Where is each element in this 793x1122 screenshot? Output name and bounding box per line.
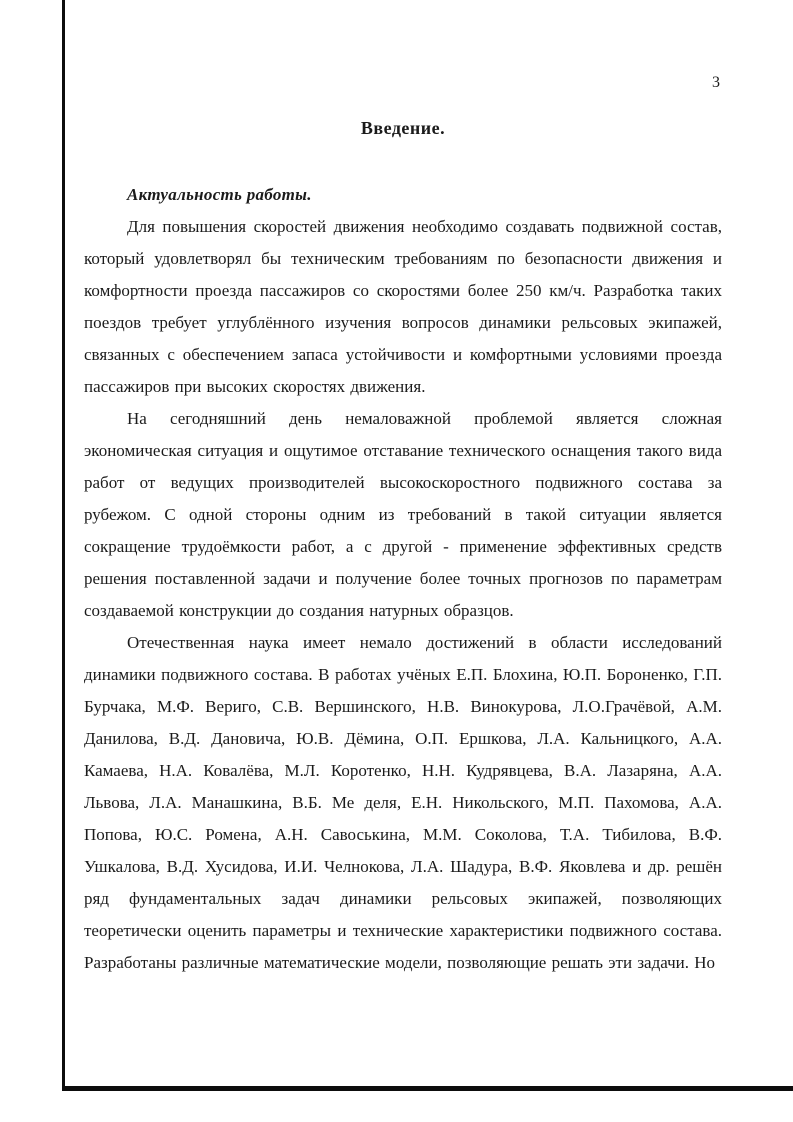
page-number: 3 [712, 74, 720, 91]
paragraph: На сегодняшний день немаловажной проблемой является сложная экономическая ситуация и ощутимое отставание технического оснащения такого вида работ от ведущих производителей высокоскоростного подвижного состава за рубежом. С одной стороны одним из требований в такой ситуации является сокращение трудоёмкости работ, а с другой - применение эффективных средств решения поставленной задачи и получение более точных прогнозов по параметрам создаваемой конструкции до создания натурных образцов. [84, 409, 722, 620]
paragraph: Для повышения скоростей движения необходимо создавать подвижной состав, который удовлетворял бы техническим требованиям по безопасности движения и комфортности проезда пассажиров со скоростями более 250 км/ч. Разработка таких поездов требует углублённого изучения вопросов динамики рельсовых экипажей, связанных с обеспечением запаса устойчивости и комфортными условиями проезда пассажиров при высоких скоростях движения. [84, 217, 722, 396]
section-heading: Актуальность работы. [127, 185, 312, 204]
scanned-page [84, 0, 722, 979]
paragraph: Отечественная наука имеет немало достижений в области исследований динамики подвижного состава. В работах учёных Е.П. Блохина, Ю.П. Бороненко, Г.П. Бурчака, М.Ф. Вериго, С.В. Вершинского, Н.В. Винокурова, Л.О.Грачёвой, А.М. Данилова, В.Д. Дановича, Ю.В. Дёмина, О.П. Ершкова, Л.А. Кальницкого, А.А. Камаева, Н.А. Ковалёва, М.Л. Коротенко, Н.Н. Кудрявцева, В.А. Лазаряна, А.А. Львова, Л.А. Манашкина, В.Б. Ме деля, Е.Н. Никольского, М.П. Пахомова, А.А. Попова, Ю.С. Ромена, А.Н. Савоськина, М.М. Соколова, Т.А. Тибилова, В.Ф. Ушкалова, В.Д. Хусидова, И.И. Челнокова, Л.А. Шадура, В.Ф. Яковлева и др. решён ряд фундаментальных задач динамики рельсовых экипажей, позволяющих теоретически оценить параметры и технические характеристики подвижного состава. Разработаны различные математические модели, позволяющие решать эти задачи. Но [84, 633, 722, 972]
page-title: Введение. [360, 118, 446, 138]
